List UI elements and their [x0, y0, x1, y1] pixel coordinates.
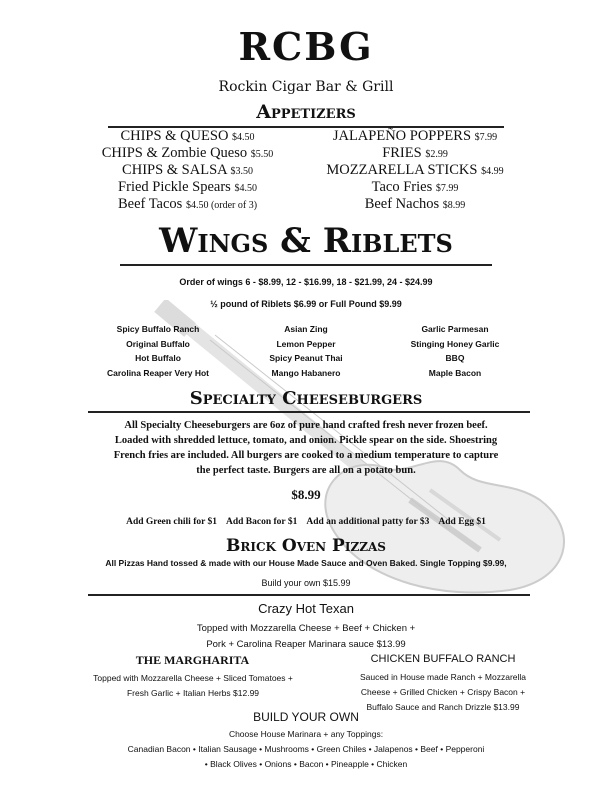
appetizer-item: MOZZARELLA STICKS $4.99: [326, 162, 504, 178]
flavor-item: Lemon Pepper: [276, 338, 336, 349]
pizza-crazy-hot-desc: [0, 621, 612, 653]
pizza-desc-line: Topped with Mozzarella Cheese + Sliced Tomatoes +: [93, 673, 293, 683]
flavor-item: Garlic Parmesan: [421, 324, 489, 334]
pizza-desc-line: • Black Olives • Onions • Bacon • Pineapple • Chicken: [204, 759, 408, 769]
appetizers-right-column: [315, 128, 515, 213]
flavor-item: Maple Bacon: [428, 367, 482, 378]
pizza-margharita-desc: [68, 671, 318, 701]
appetizer-item: Beef Nachos $8.99: [364, 196, 466, 212]
flavor-item: Carolina Reaper Very Hot: [106, 367, 210, 378]
wing-prices: Order of wings 6 - $8.99, 12 - $16.99, 18 - $21.99, 24 - $24.99: [179, 277, 433, 287]
flavor-item: Original Buffalo: [126, 338, 190, 349]
pizza-desc-line: Topped with Mozzarella Cheese + Beef + Chicken +: [196, 623, 416, 634]
burgers-description-line: the perfect taste. Burgers are all on a potato bun.: [196, 465, 416, 476]
pizza-desc-line: Buffalo Sauce and Ranch Drizzle $13.99: [366, 702, 520, 712]
tagline: Rockin Cigar Bar & Grill: [218, 79, 394, 95]
pizza-desc-line: Choose House Marinara + any Toppings:: [228, 729, 384, 739]
pizzas-title: Brick Oven Pizzas: [226, 536, 386, 556]
appetizers-title: Appetizers: [256, 101, 356, 123]
burgers-title: Specialty Cheeseburgers: [189, 388, 423, 409]
pizza-buffalo-ranch-name: CHICKEN BUFFALO RANCH: [370, 653, 516, 665]
flavor-item: Hot Buffalo: [135, 353, 181, 363]
pizzas-intro: All Pizzas Hand tossed & made with our House Made Sauce and Oven Baked. Single Topping $9.99,: [105, 558, 507, 568]
wings-title: Wings & Riblets: [159, 221, 453, 261]
appetizer-item: Fried Pickle Spears $4.50: [118, 179, 257, 195]
burgers-description-line: All Specialty Cheeseburgers are 6oz of pure hand crafted fresh never frozen beef.: [124, 420, 488, 431]
pizza-margharita-name: THE MARGHARITA: [135, 653, 250, 667]
appetizer-item: Taco Fries $7.99: [371, 179, 459, 195]
flavor-column-1: [73, 322, 243, 380]
pizza-desc-line: Sauced in House made Ranch + Mozzarella: [359, 672, 527, 682]
appetizer-item: CHIPS & SALSA $3.50: [122, 162, 253, 178]
appetizer-item: JALAPEÑO POPPERS $7.99: [332, 128, 498, 144]
flavor-item: Spicy Peanut Thai: [269, 353, 343, 363]
appetizers-left-column: [85, 128, 290, 213]
wings-divider: [120, 264, 492, 266]
logo: RCBG: [238, 24, 374, 69]
riblet-prices: ½ pound of Riblets $6.99 or Full Pound $9.99: [210, 299, 402, 309]
pizza-build-your-own-name: BUILD YOUR OWN: [253, 710, 359, 724]
pizzas-divider: [88, 594, 530, 596]
flavor-item: Spicy Buffalo Ranch: [116, 324, 200, 334]
burgers-addons: Add Green chili for $1 Add Bacon for $1 Add an additional patty for $3 Add Egg $1: [126, 517, 486, 527]
pizza-desc-line: Canadian Bacon • Italian Sausage • Mushrooms • Green Chiles • Jalapenos • Beef • Pepperoni: [127, 744, 485, 754]
burgers-divider: [88, 411, 530, 413]
burgers-description-line: Loaded with shredded lettuce, tomato, and onion. Pickle spear on the side. Shoestring: [114, 435, 498, 446]
pizzas-build-price: Build your own $15.99: [261, 578, 351, 588]
pizza-crazy-hot-name: Crazy Hot Texan: [258, 601, 354, 616]
flavor-item: Stinging Honey Garlic: [410, 338, 500, 349]
pizza-buffalo-ranch-desc: [328, 670, 558, 715]
flavor-item: Mango Habanero: [271, 367, 341, 378]
pizza-desc-line: Pork + Carolina Reaper Marinara sauce $13.99: [206, 639, 406, 650]
burgers-description-line: French fries are included. All burgers are cooked to a medium temperature to capture: [113, 450, 499, 461]
flavor-item: BBQ: [445, 353, 465, 363]
appetizer-item: FRIES $2.99: [382, 145, 448, 161]
flavor-item: Asian Zing: [284, 324, 328, 334]
appetizer-item: CHIPS & QUESO $4.50: [120, 128, 255, 144]
appetizer-item: CHIPS & Zombie Queso $5.50: [101, 145, 274, 161]
burgers-description: [0, 418, 612, 478]
flavor-column-2: [221, 322, 391, 380]
pizza-desc-line: Cheese + Grilled Chicken + Crispy Bacon +: [360, 687, 526, 697]
pizza-build-your-own-desc: [0, 727, 612, 772]
flavor-column-3: [370, 322, 540, 380]
pizza-desc-line: Fresh Garlic + Italian Herbs $12.99: [126, 688, 260, 698]
appetizer-item: Beef Tacos $4.50 (order of 3): [117, 196, 258, 212]
burgers-price: $8.99: [291, 487, 321, 502]
